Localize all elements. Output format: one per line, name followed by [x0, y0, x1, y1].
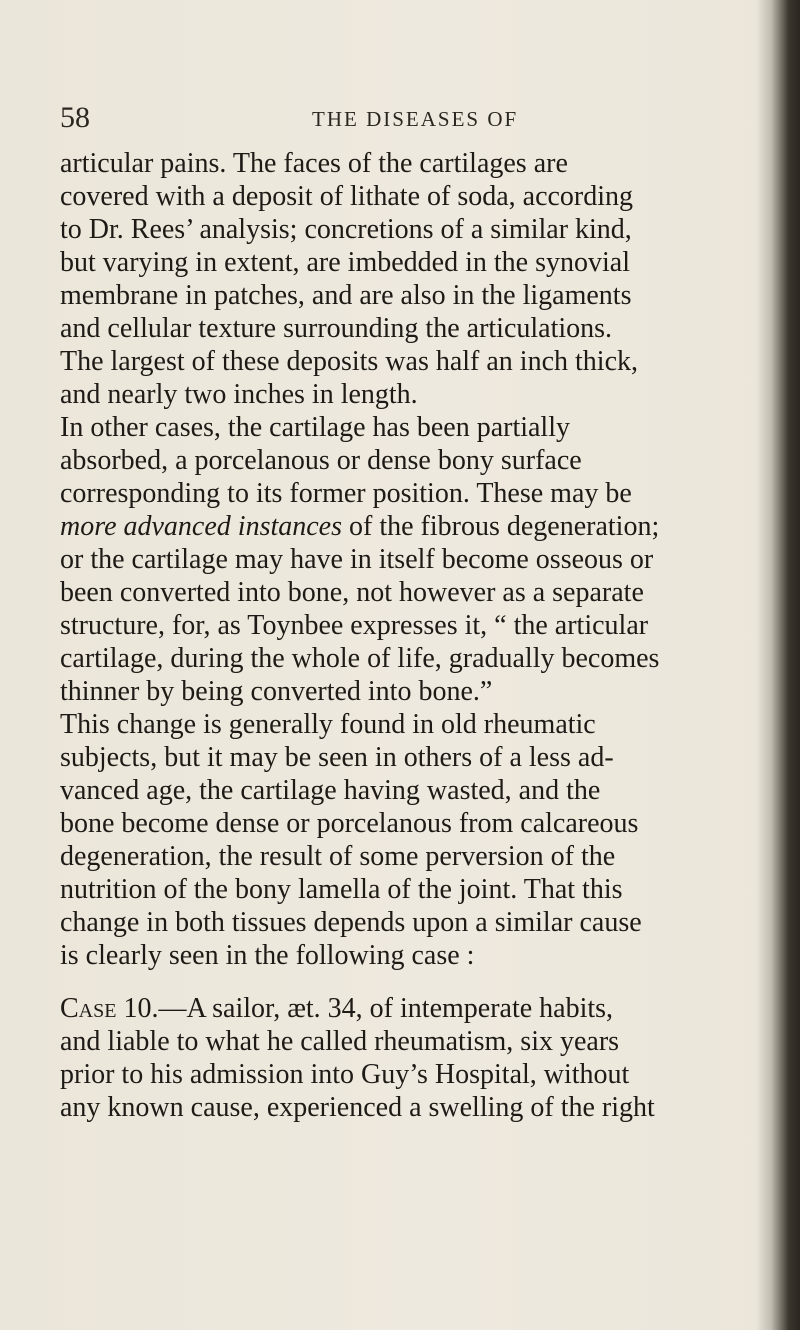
text-line: covered with a deposit of lithate of soda, according — [60, 181, 634, 212]
text-line: subjects, but it may be seen in others of a less ad- — [60, 742, 614, 773]
paragraph-start-line: This change is generally found in old rheumatic — [60, 709, 596, 740]
body-text — [60, 147, 760, 1124]
text-line: to Dr. Rees’ analysis; concretions of a similar kind, — [60, 214, 632, 245]
text-line: and liable to what he called rheumatism, six years — [60, 1026, 620, 1057]
case-heading-line — [60, 992, 760, 1025]
text-line: structure, for, as Toynbee expresses it, “ the articular — [60, 610, 649, 641]
text-fragment: of the fibrous degeneration; — [349, 511, 660, 542]
italic-phrase: more advanced instances — [60, 511, 342, 542]
text-line: been converted into bone, not however as a separate — [60, 577, 644, 608]
running-head: THE DISEASES OF — [312, 107, 519, 131]
text-line: and nearly two inches in length. — [60, 379, 418, 410]
text-line: absorbed, a porcelanous or dense bony surface — [60, 445, 582, 476]
text-line: or the cartilage may have in itself become osseous or — [60, 544, 654, 575]
paragraph-start-line: In other cases, the cartilage has been partially — [60, 412, 570, 443]
text-line-with-italic — [60, 510, 760, 543]
paragraph-gap — [60, 972, 760, 992]
text-line: corresponding to its former position. These may be — [60, 478, 632, 509]
text-line: any known cause, experienced a swelling of the right — [60, 1092, 655, 1123]
text-line: and cellular texture surrounding the articulations. — [60, 313, 613, 344]
case-label: Case 10. — [60, 993, 159, 1024]
text-line: prior to his admission into Guy’s Hospital, without — [60, 1059, 630, 1090]
text-line: articular pains. The faces of the cartilages are — [60, 148, 568, 179]
text-fragment: —A sailor, æt. 34, of intemperate habits, — [158, 993, 614, 1024]
text-line: degeneration, the result of some perversion of the — [60, 841, 616, 872]
text-line: thinner by being converted into bone.” — [60, 676, 493, 707]
text-line: nutrition of the bony lamella of the joint. That this — [60, 874, 623, 905]
text-line: cartilage, during the whole of life, gradually becomes — [60, 643, 660, 674]
text-line: bone become dense or porcelanous from calcareous — [60, 808, 639, 839]
text-line: membrane in patches, and are also in the ligaments — [60, 280, 632, 311]
text-line: The largest of these deposits was half an inch thick, — [60, 346, 638, 377]
text-line: change in both tissues depends upon a similar cause — [60, 907, 642, 938]
page-header — [60, 98, 720, 138]
text-line: is clearly seen in the following case : — [60, 940, 475, 971]
text-line: vanced age, the cartilage having wasted, and the — [60, 775, 601, 806]
page-number: 58 — [60, 101, 90, 134]
page-edge-shadow — [756, 0, 800, 1330]
text-line: but varying in extent, are imbedded in the synovial — [60, 247, 630, 278]
